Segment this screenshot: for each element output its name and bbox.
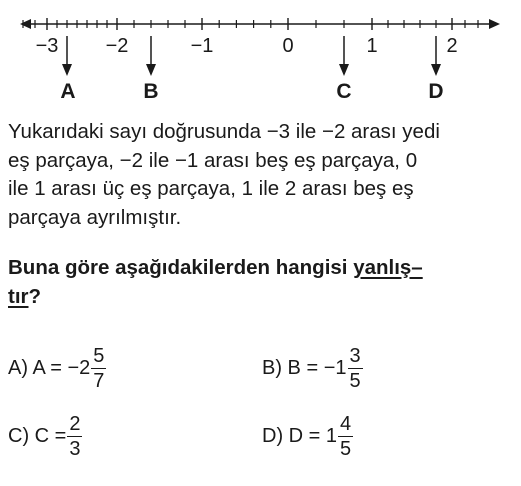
option-a-numerator: 5 [93,345,105,367]
option-a-label: A) A = −2 [8,357,91,379]
option-b-denominator: 5 [349,370,361,392]
option-d-numerator: 4 [340,413,352,435]
question-mark: ? [28,284,42,308]
option-d-fraction [338,414,353,459]
tick-label: −1 [190,35,214,57]
tick-label: −3 [35,35,59,57]
tick-label: 1 [366,35,378,57]
statement-line: ile 1 arası üç eş parçaya, 1 ile 2 arası beş eş [8,177,414,200]
option-c-numerator: 2 [69,413,81,435]
option-c-fraction [67,414,82,459]
option-d-denominator: 5 [340,438,352,460]
point-arrowhead [339,64,349,76]
point-label-c: C [336,80,352,103]
option-d[interactable] [262,414,353,459]
problem-statement [8,118,516,232]
question-underlined: yanlış– [353,256,423,279]
question-underlined: tır [8,284,29,308]
question-text: Buna göre aşağıdakilerden hangisi [8,256,354,279]
option-b-fraction [348,346,363,391]
tick-label: −2 [105,35,129,57]
statement-line: Yukarıdaki sayı doğrusunda −3 ile −2 arası yedi [8,120,440,143]
right-arrowhead [489,19,500,29]
option-b-label: B) B = −1 [262,357,347,379]
option-b-numerator: 3 [349,345,361,367]
option-c[interactable] [8,414,82,459]
option-a-fraction [91,346,106,391]
option-c-denominator: 3 [69,438,81,460]
tick-label: 0 [282,35,294,57]
question-prompt [8,254,516,311]
option-d-label: D) D = 1 [262,425,338,447]
option-a[interactable] [8,346,106,391]
point-label-a: A [60,80,76,103]
statement-line: eş parçaya, −2 ile −1 arası beş eş parçaya, 0 [8,148,418,172]
option-a-denominator: 7 [93,370,105,392]
point-label-b: B [143,80,159,103]
point-arrowhead [431,64,441,76]
point-arrowhead [146,64,156,76]
option-b[interactable] [262,346,363,391]
left-arrowhead [20,19,31,29]
number-line [0,0,521,110]
tick-label: 2 [446,35,458,57]
point-arrowhead [62,64,72,76]
option-c-label: C) C = [8,425,67,447]
point-label-d: D [428,80,444,103]
statement-line: parçaya ayrılmıştır. [8,205,182,229]
